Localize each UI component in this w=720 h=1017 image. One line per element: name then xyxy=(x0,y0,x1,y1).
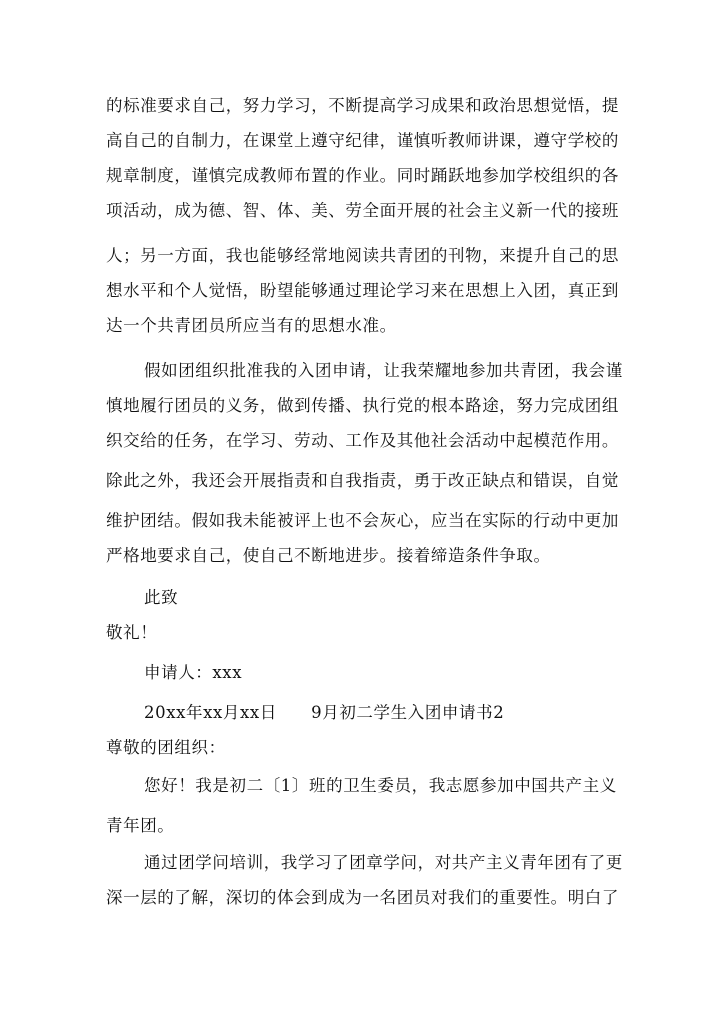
paragraph-line: 除此之外，我还会开展指责和自我指责，勇于改正缺点和错误，自觉 xyxy=(106,471,619,490)
paragraph-line: 维护团结。假如我未能被评上也不会灰心，应当在实际的行动中更加 xyxy=(106,511,619,530)
paragraph-line: 您好！我是初二〔1〕班的卫生委员，我志愿参加中国共产主义 xyxy=(144,776,617,795)
paragraph-line: 通过团学问培训，我学习了团章学问，对共产主义青年团有了更 xyxy=(144,853,623,872)
paragraph-line: 高自己的自制力，在课堂上遵守纪律，谨慎听教师讲课，遵守学校的 xyxy=(106,131,619,150)
greeting-line: 尊敬的团组织： xyxy=(106,738,226,757)
closing-salutation: 此致 xyxy=(144,588,179,607)
paragraph-line: 深一层的了解，深切的体会到成为一名团员对我们的重要性。明白了 xyxy=(106,888,619,907)
paragraph-line: 慎地履行团员的义务，做到传播、执行党的根本路途，努力完成团组 xyxy=(106,396,619,415)
paragraph-line: 严格地要求自己，使自己不断地进步。接着缔造条件争取。 xyxy=(106,546,551,565)
date-and-next-title: 20xx年xx月xx日 9月初二学生入团申请书2 xyxy=(144,703,505,722)
paragraph-line: 的标准要求自己，努力学习，不断提高学习成果和政治思想觉悟，提 xyxy=(106,96,619,115)
paragraph-line: 达一个共青团员所应当有的思想水准。 xyxy=(106,316,397,335)
paragraph-line: 规章制度，谨慎完成教师布置的作业。同时踊跃地参加学校组织的各 xyxy=(106,166,619,185)
paragraph-line: 项活动，成为德、智、体、美、劳全面开展的社会主义新一代的接班 xyxy=(106,201,619,220)
paragraph-line: 织交给的任务，在学习、劳动、工作及其他社会活动中起模范作用。 xyxy=(106,431,619,450)
paragraph-line: 想水平和个人觉悟，盼望能够通过理论学习来在思想上入团，真正到 xyxy=(106,281,619,300)
paragraph-line: 假如团组织批准我的入团申请，让我荣耀地参加共青团，我会谨 xyxy=(144,361,623,380)
paragraph-line: 人；另一方面，我也能够经常地阅读共青团的刊物，来提升自己的思 xyxy=(106,246,619,265)
closing-regards: 敬礼！ xyxy=(106,623,158,642)
paragraph-line: 青年团。 xyxy=(106,816,175,835)
applicant-signature: 申请人：xxx xyxy=(144,663,243,682)
